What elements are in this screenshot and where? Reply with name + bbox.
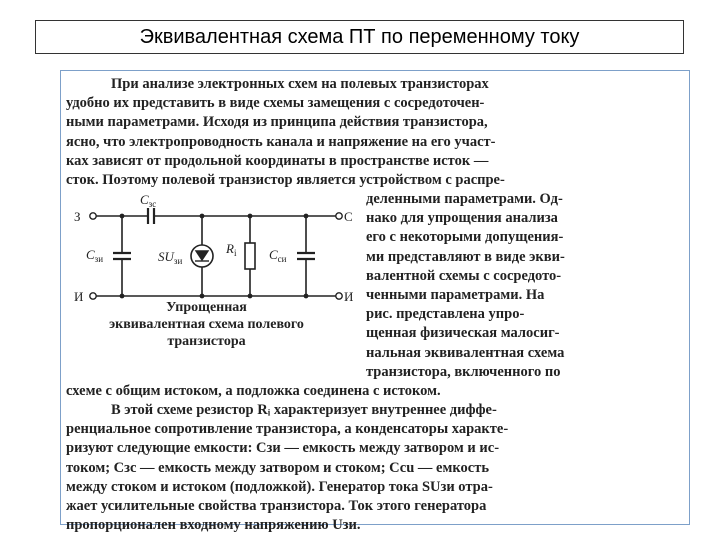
text-line: ченными параметрами. На xyxy=(366,287,545,304)
text-line: При анализе электронных схем на полевых транзисторах xyxy=(111,76,489,92)
figure-caption xyxy=(69,299,344,350)
paragraph-1-end xyxy=(66,382,683,401)
gate-label: З xyxy=(74,209,81,224)
text-line: транзистора, включенного по xyxy=(366,363,561,380)
cds-label: $C_{си}$ xyxy=(269,247,287,264)
caption-line: транзистора xyxy=(167,334,246,349)
document-scan xyxy=(60,70,690,534)
source-label-right: И xyxy=(344,289,354,301)
ri-label: $R_i$ xyxy=(226,241,237,258)
text-line: В этой схеме резистор Rᵢ характеризует внутреннее диффе- xyxy=(111,402,497,418)
cgs-label: $C_{зи}$ xyxy=(86,247,104,264)
text-line: ризуют следующие емкости: Сзи — емкость между затвором и ис- xyxy=(66,440,500,457)
text-line: удобно их представить в виде схемы замещения с сосредоточен- xyxy=(66,95,485,112)
drain-label: С xyxy=(344,209,353,224)
text-line: ми представляют в виде экви- xyxy=(366,248,565,265)
text-line: его с некоторыми допущения- xyxy=(366,229,564,246)
text-line: схеме с общим истоком, а подложка соединена с истоком. xyxy=(66,383,441,399)
resistor-ri xyxy=(245,243,255,269)
junction-dot xyxy=(304,294,309,299)
text-line: ными параметрами. Исходя из принципа действия транзистора, xyxy=(66,114,488,131)
caption-line: эквивалентная схема полевого xyxy=(109,317,304,332)
text-line: щенная физическая малосиг- xyxy=(366,325,560,342)
current-source-label: $SU_{зи}$ xyxy=(158,249,183,266)
text-line: током; Сзс — емкость между затвором и стоком; Ссu — емкость xyxy=(66,459,490,476)
junction-dot xyxy=(248,214,253,219)
slide-title: Эквивалентная схема ПТ по переменному току xyxy=(35,20,684,54)
text-line: ясно, что электропроводность канала и напряжение на его участ- xyxy=(66,133,496,150)
text-line: сток. Поэтому полевой транзистор является устройством с распре- xyxy=(66,172,505,189)
caption-line: Упрощенная xyxy=(166,300,247,315)
paragraph-1-right-column xyxy=(366,190,683,382)
drain-terminal xyxy=(336,213,342,219)
junction-dot xyxy=(304,214,309,219)
cgd-label: $C_{зс}$ xyxy=(140,192,157,209)
equivalent-circuit-diagram xyxy=(66,191,356,301)
text-line: нальная эквивалентная схема xyxy=(366,344,565,361)
junction-dot xyxy=(200,294,205,299)
current-direction-arrow-icon xyxy=(196,251,208,260)
paragraph-2 xyxy=(66,401,683,535)
paragraph-1-top xyxy=(66,75,683,190)
text-line: жает усилительные свойства транзистора. Ток этого генератора xyxy=(66,498,487,515)
text-line: ках зависят от продольной координаты в пространстве исток — xyxy=(66,152,489,169)
text-line: деленными параметрами. Од- xyxy=(366,191,563,207)
junction-dot xyxy=(120,214,125,219)
text-line: нако для упрощения анализа xyxy=(366,210,558,227)
junction-dot xyxy=(248,294,253,299)
junction-dot xyxy=(200,214,205,219)
text-line: рис. представлена упро- xyxy=(366,306,525,323)
text-line: валентной схемы с сосредото- xyxy=(366,267,562,284)
source-label-left: И xyxy=(74,289,84,301)
gate-terminal xyxy=(90,213,96,219)
text-line: между стоком и истоком (подложкой). Генератор тока SUзи отра- xyxy=(66,478,493,495)
junction-dot xyxy=(120,294,125,299)
text-line: пропорционален входному напряжению Uзи. xyxy=(66,517,361,534)
text-line: ренциальное сопротивление транзистора, а конденсаторы характе- xyxy=(66,421,509,438)
